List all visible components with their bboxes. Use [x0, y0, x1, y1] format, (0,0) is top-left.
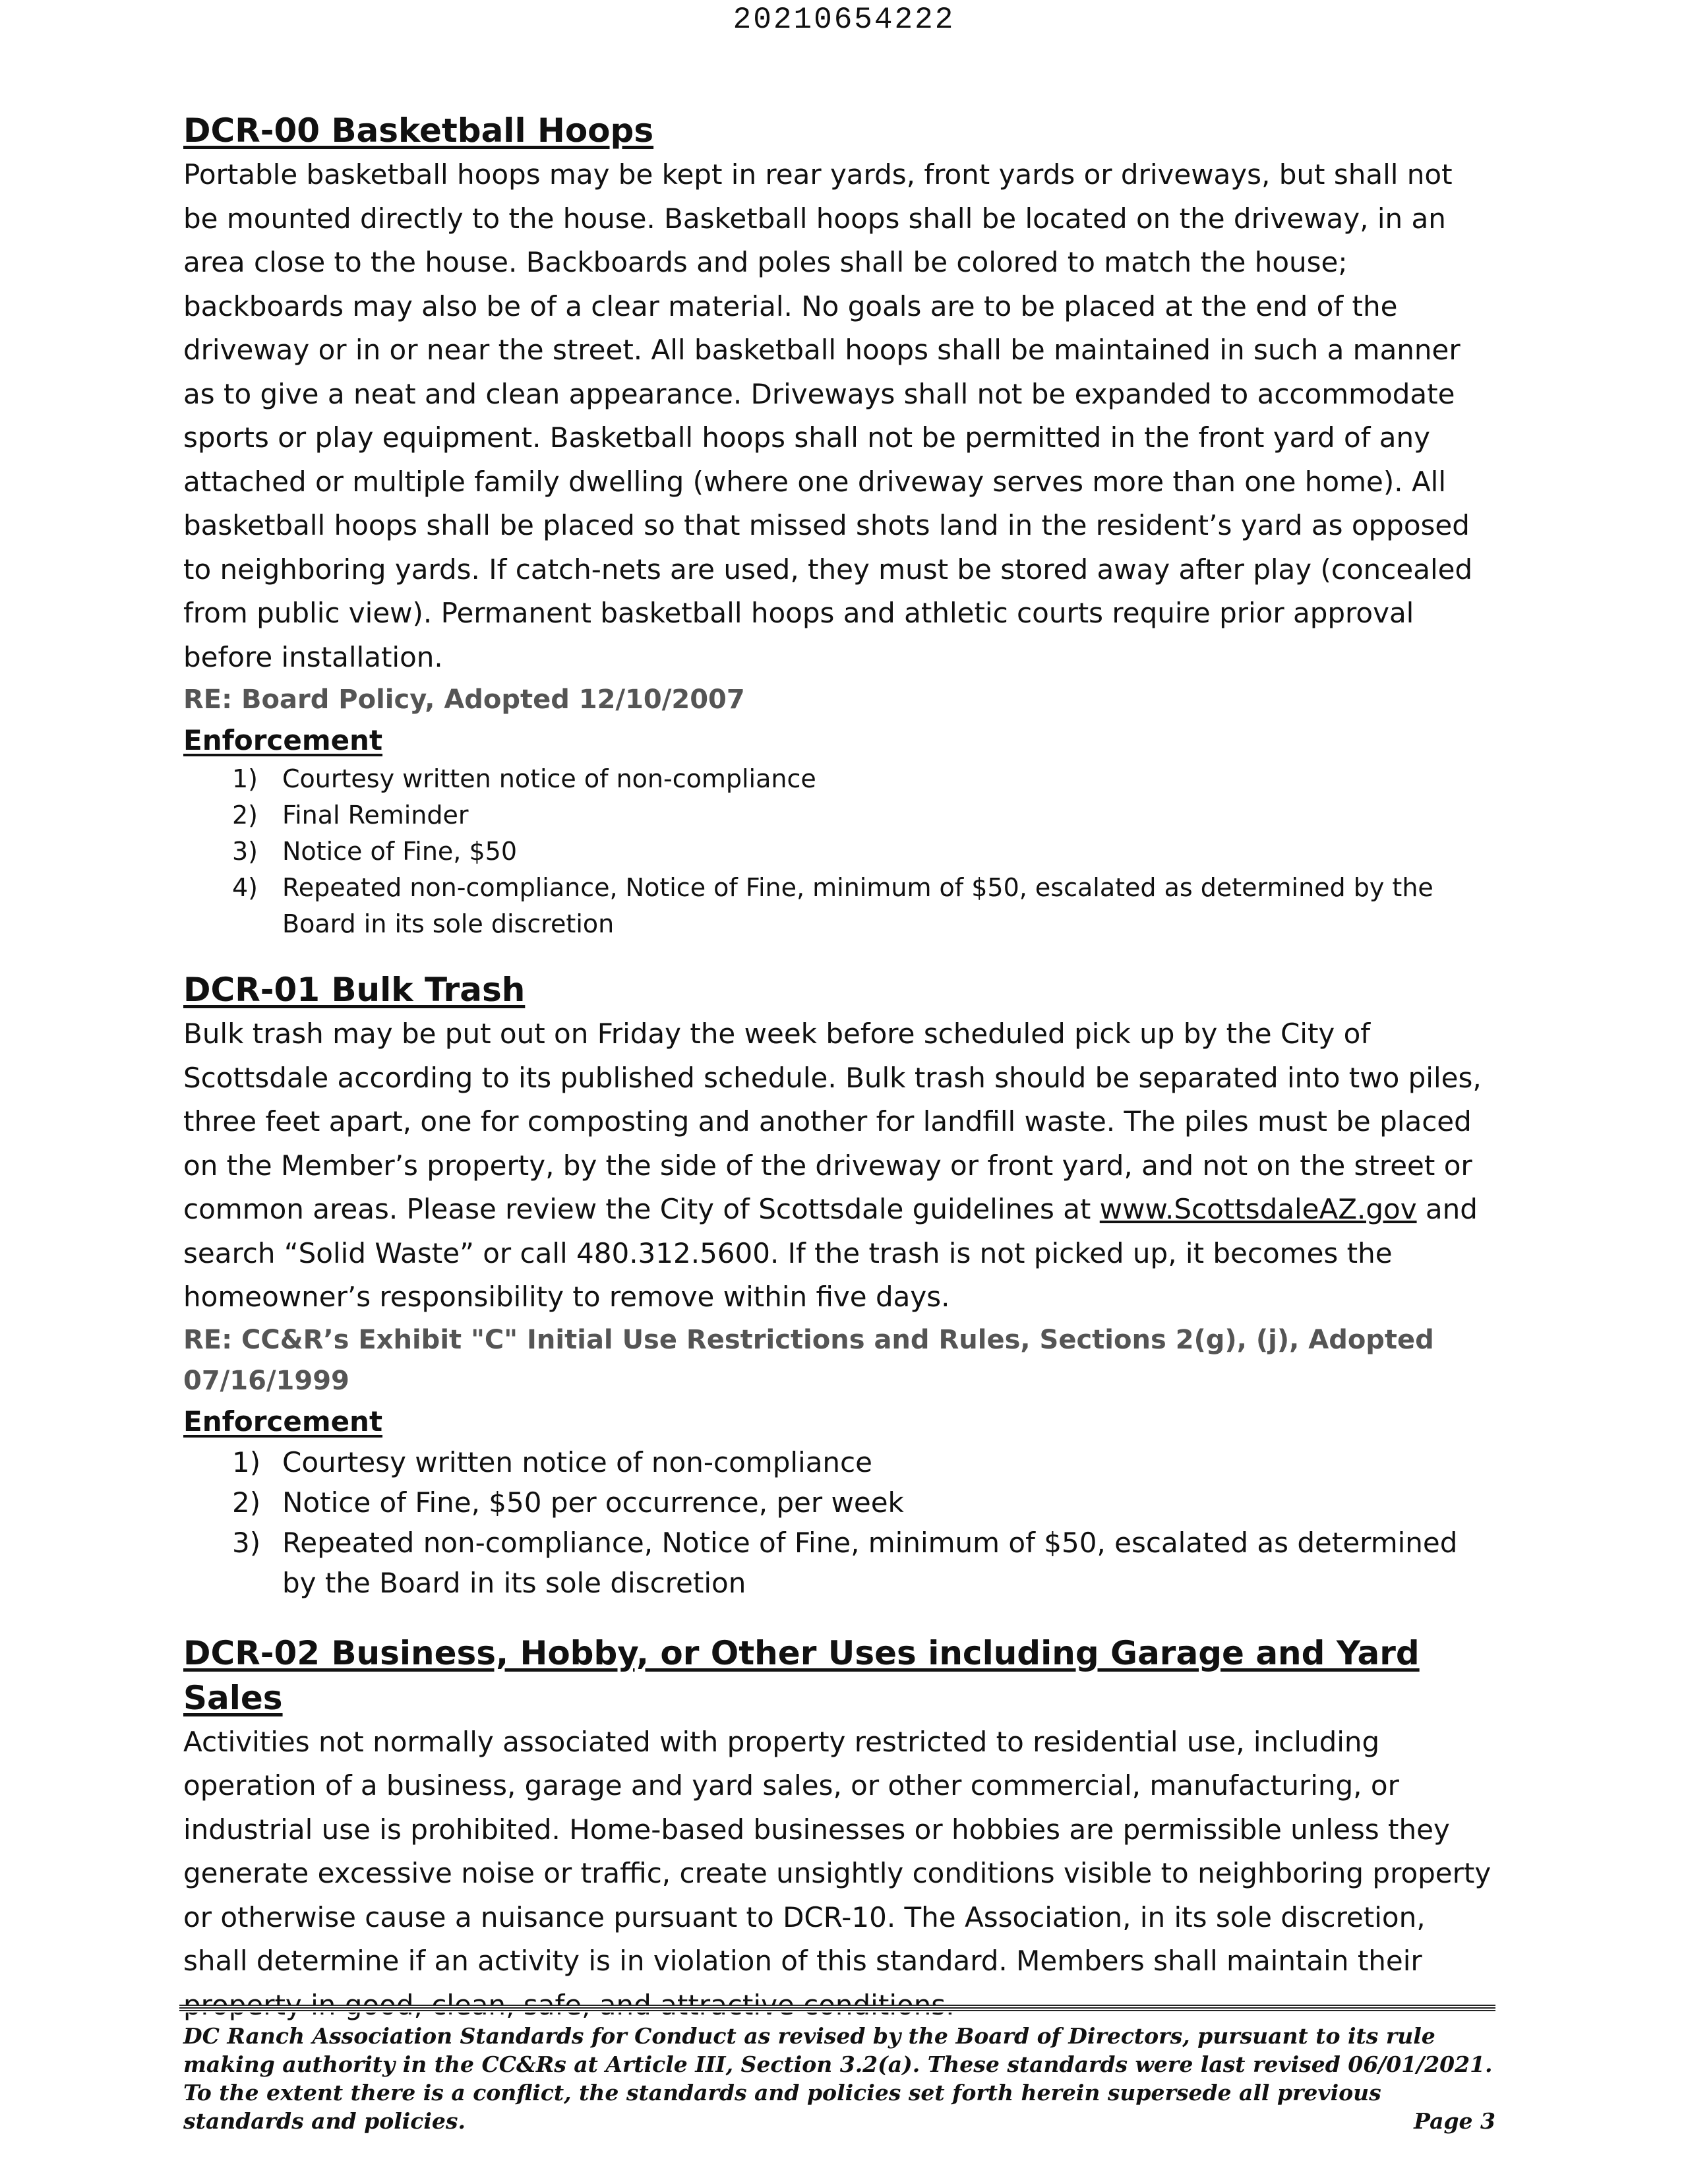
footer-text: DC Ranch Association Standards for Conduct as revised by the Board of Directors, pursuant to its rule making authority in the CC&Rs at Article III, Section 3.2(a). These standards were last revised 06/01/2021. To the extent there is a conflict, the standards and policies set forth herein supersede all previous standards and policies.	[183, 2023, 1493, 2134]
scottsdale-website-link[interactable]: www.ScottsdaleAZ.gov	[1099, 1193, 1417, 1225]
section-title-dcr-00: DCR-00 Basketball Hoops	[183, 111, 654, 150]
page-number: Page 3	[1414, 2108, 1495, 2134]
enforcement-list-dcr-01	[183, 1442, 1495, 1603]
list-item	[183, 1523, 1495, 1603]
list-item-number: 4)	[232, 873, 258, 902]
list-item-number: 3)	[232, 1526, 261, 1559]
list-item-text: Final Reminder	[282, 801, 469, 830]
section-title-dcr-02: DCR-02 Business, Hobby, or Other Uses including Garage and Yard Sales	[183, 1633, 1420, 1717]
page-footer	[183, 2022, 1495, 2135]
section-reference-dcr-00: RE: Board Policy, Adopted 12/10/2007	[183, 684, 745, 715]
list-item-text: Notice of Fine, $50 per occurrence, per week	[282, 1486, 904, 1519]
section-body-dcr-02: Activities not normally associated with property restricted to residential use, including operation of a business, garage and yard sales, or other commercial, manufacturing, or industrial use is prohibited. Home-based businesses or hobbies are permissible unless they generate excessive noise or traffic, create unsightly conditions visible to neighboring property or otherwise cause a nuisance pursuant to DCR-10. The Association, in its sole discretion, shall determine if an activity is in violation of this standard. Members shall maintain their	[183, 1725, 1492, 1977]
list-item-text: Courtesy written notice of non-compliance	[282, 1445, 872, 1478]
footer-divider	[179, 2005, 1495, 2013]
section-reference-dcr-01: RE: CC&R’s Exhibit "C" Initial Use Restrictions and Rules, Sections 2(g), (j), Adopted 07/16/1999	[183, 1324, 1434, 1396]
list-item-number: 2)	[232, 1486, 261, 1519]
list-item	[183, 1482, 1495, 1523]
list-item	[183, 870, 1495, 942]
section-body-dcr-01	[183, 1012, 1495, 1320]
section-title-dcr-01: DCR-01 Bulk Trash	[183, 971, 526, 1009]
list-item-text: Notice of Fine, $50	[282, 837, 517, 866]
list-item	[183, 1442, 1495, 1482]
section-body-dcr-00: Portable basketball hoops may be kept in rear yards, front yards or driveways, but shall not be mounted directly to the house. Basketball hoops shall be located on the driveway, in an area close to the house. Backboards and poles shall be colored to match the house; backboards may also be of a clear material. No goals are to be placed at the end of the driveway or in or near the street. All basketball hoops shall be maintained in such a manner as to give a neat and clean appearance. Driveways shall not be expanded to accommodate sports or play equipment. Basketball hoops shall not be permitted in the front yard of any attached or multiple family dwelling (where one driveway serves more than one home). All basketball hoops shall be placed so that missed shots land in the resident’s yard as opposed to neighboring yards. If catch-nets are used, they must be stored away after play (concealed from public view). Permanent basketball hoops and athletic courts require prior approval before installation.	[183, 158, 1473, 673]
list-item	[183, 834, 1495, 870]
enforcement-heading-dcr-01: Enforcement	[183, 1405, 383, 1438]
list-item-number: 1)	[232, 764, 258, 793]
page-content	[183, 108, 1495, 2027]
list-item	[183, 761, 1495, 797]
document-number: 20210654222	[733, 3, 955, 37]
list-item-text: Repeated non-compliance, Notice of Fine, minimum of $50, escalated as determined by the Board in its sole discretion	[282, 873, 1433, 938]
list-item-text: Repeated non-compliance, Notice of Fine, minimum of $50, escalated as determined by the Board in its sole discretion	[282, 1526, 1458, 1599]
list-item-number: 2)	[232, 801, 258, 830]
list-item-number: 3)	[232, 837, 258, 866]
list-item-number: 1)	[232, 1445, 261, 1478]
body-text-before-link: Bulk trash may be put out on Friday the week before scheduled pick up by the City of Scottsdale according to its published schedule. Bulk trash should be separated into two piles, three feet apart, one for composting and another for landfill waste. The piles must be placed on the Member’s property, by the side of the driveway or front yard, and not on the street or common areas. Please review the City of Scottsdale guidelines at	[183, 1017, 1482, 1225]
body-text-after-link: and search “Solid Waste” or call 480.312.5600. If the trash is not picked up, it becomes the homeowner’s responsibility to remove within five days.	[183, 1193, 1478, 1313]
list-item	[183, 797, 1495, 834]
enforcement-heading-dcr-00: Enforcement	[183, 724, 383, 756]
enforcement-list-dcr-00	[183, 761, 1495, 942]
list-item-text: Courtesy written notice of non-compliance	[282, 764, 816, 793]
